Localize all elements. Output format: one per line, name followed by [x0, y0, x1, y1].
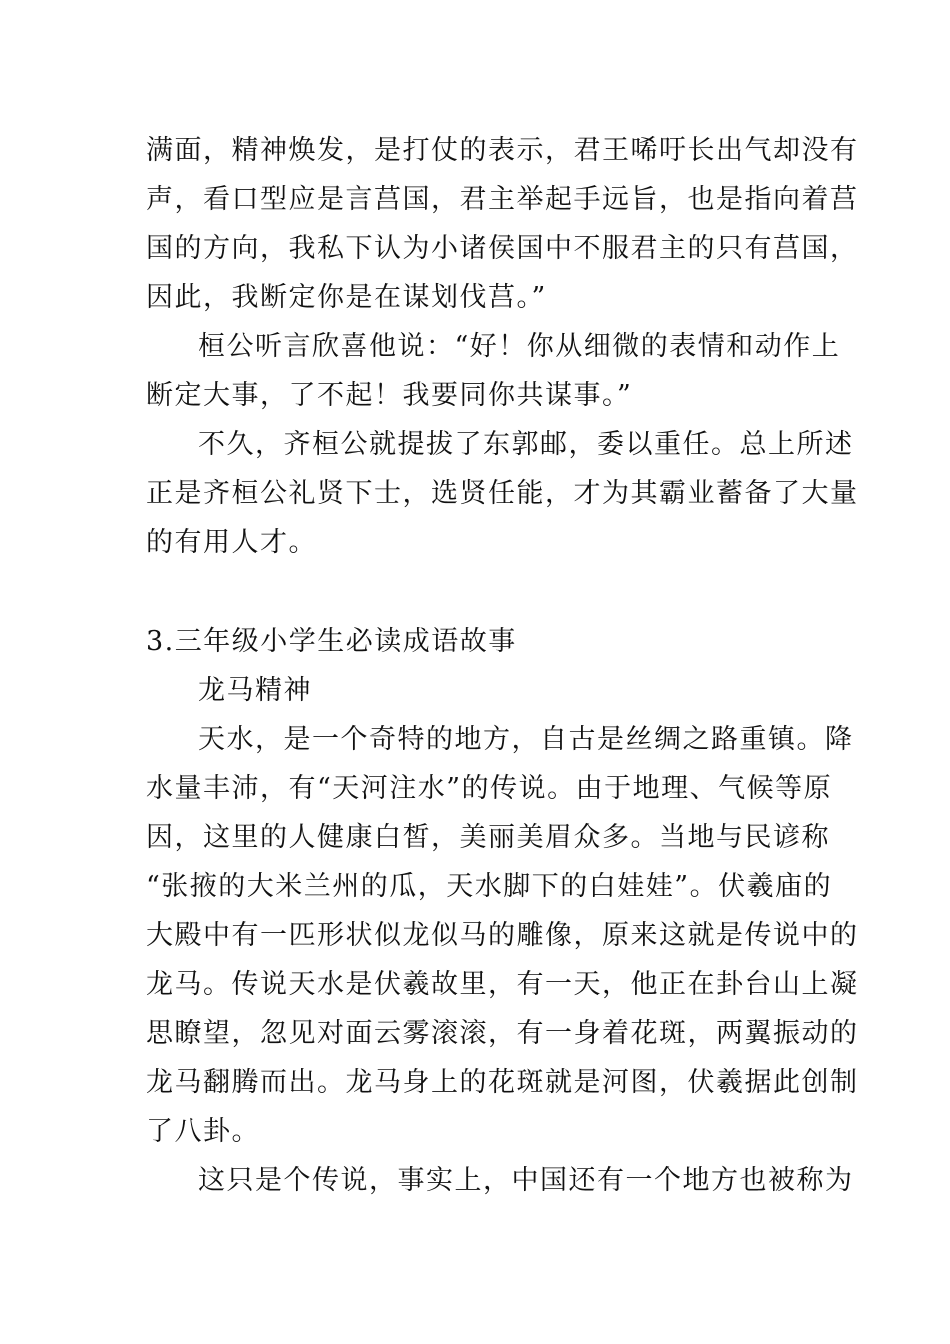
- paragraph-line: 龙马翻腾而出。龙马身上的花斑就是河图，伏羲据此创制: [146, 1067, 859, 1098]
- paragraph-line: “张掖的大米兰州的瓜，天水脚下的白娃娃”。伏羲庙的: [146, 871, 833, 902]
- paragraph-line: 因此，我断定你是在谋划伐莒。”: [146, 282, 547, 313]
- paragraph-line: 满面，精神焕发，是打仗的表示，君王唏吁长出气却没有: [146, 135, 859, 166]
- paragraph-line: 大殿中有一匹形状似龙似马的雕像，原来这就是传说中的: [146, 920, 859, 951]
- paragraph-line: 不久，齐桓公就提拔了东郭邮，委以重任。总上所述: [198, 429, 854, 460]
- document-page: [146, 126, 859, 1205]
- paragraph-line: 桓公听言欣喜他说：“好！你从细微的表情和动作上: [198, 331, 841, 362]
- paragraph-line: 了八卦。: [146, 1116, 260, 1147]
- paragraph-line: 声，看口型应是言莒国，君主举起手远旨，也是指向着莒: [146, 184, 859, 215]
- paragraph: [146, 126, 859, 322]
- section-spacer: [146, 567, 814, 617]
- section-heading: 3.三年级小学生必读成语故事: [146, 626, 517, 657]
- paragraph-line: 思瞭望，忽见对面云雾滚滚，有一身着花斑，两翼振动的: [146, 1018, 859, 1049]
- paragraph-line: 天水，是一个奇特的地方，自古是丝绸之路重镇。降: [198, 724, 854, 755]
- paragraph-line: 这只是个传说，事实上，中国还有一个地方也被称为: [198, 1165, 854, 1196]
- paragraph-line: 正是齐桓公礼贤下士，选贤任能，才为其霸业蓄备了大量: [146, 478, 859, 509]
- story-paragraph: [146, 1156, 854, 1205]
- paragraph-line: 国的方向，我私下认为小诸侯国中不服君主的只有莒国，: [146, 233, 859, 264]
- paragraph: [146, 420, 859, 567]
- story-title: 龙马精神: [198, 675, 312, 706]
- paragraph-line: 因，这里的人健康白皙，美丽美眉众多。当地与民谚称: [146, 822, 830, 853]
- paragraph-line: 断定大事，了不起！我要同你共谋事。”: [146, 380, 633, 411]
- paragraph-line: 的有用人才。: [146, 527, 317, 558]
- paragraph: [146, 322, 841, 420]
- paragraph-line: 龙马。传说天水是伏羲故里，有一天，他正在卦台山上凝: [146, 969, 859, 1000]
- story-paragraph: [146, 715, 859, 1156]
- paragraph-line: 水量丰沛，有“天河注水”的传说。由于地理、气候等原: [146, 773, 833, 804]
